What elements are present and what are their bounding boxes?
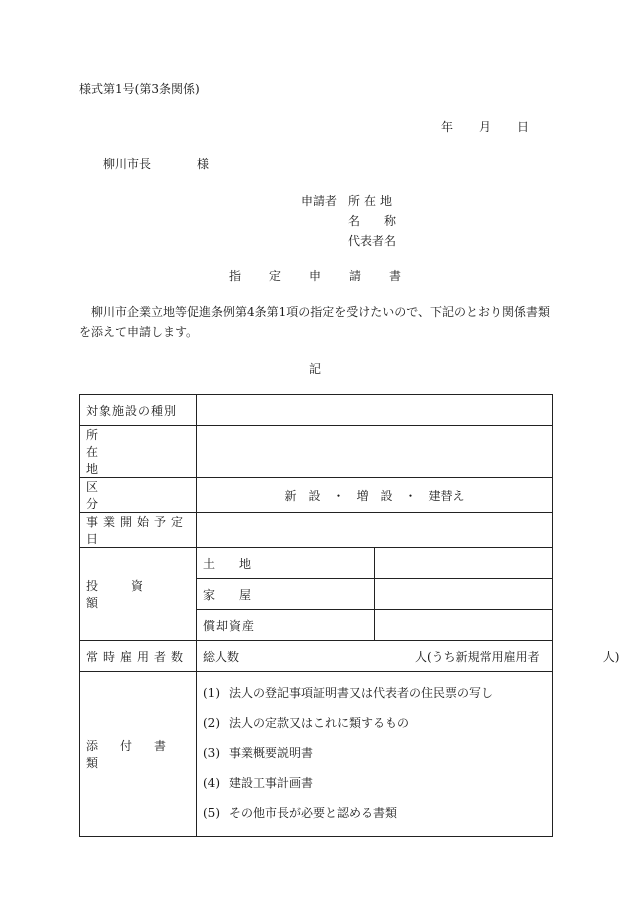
employees-unit: 人(うち新規常用雇用者 (415, 649, 540, 664)
employees-total-label: 総人数 (203, 649, 240, 664)
building-value[interactable] (375, 579, 553, 610)
investment-label: 投資額 (80, 548, 197, 641)
ki-heading: 記 (308, 362, 321, 376)
category-options[interactable]: 新 設 ・ 増 設 ・ 建替え (197, 478, 553, 513)
body-text: 柳川市企業立地等促進条例第4条第1項の指定を受けたいので、下記のとおり関係書類を添えて申請します。 (79, 305, 551, 339)
building-label: 家屋 (197, 579, 375, 610)
table-row (80, 641, 553, 672)
application-table (79, 394, 620, 837)
employees-close: 人) (602, 649, 620, 664)
applicant-name-label: 名 称 (348, 214, 397, 228)
list-item: (4) 建設工事計画書 (203, 776, 314, 790)
table-row (80, 478, 553, 513)
attachments-label: 添付書類 (80, 672, 197, 837)
table-row (80, 426, 553, 478)
land-value[interactable] (375, 548, 553, 579)
land-label: 土地 (197, 548, 375, 579)
list-item: (5) その他市長が必要と認める書類 (203, 806, 398, 820)
start-date-value[interactable] (197, 513, 553, 548)
applicant-address-label: 所在地 (348, 194, 397, 208)
depreciable-assets-value[interactable] (375, 610, 553, 641)
employees-label: 常時雇用者数 (80, 641, 197, 672)
date-year: 年 (441, 120, 454, 134)
employees-value[interactable] (197, 641, 620, 672)
addressee-honorific: 様 (197, 157, 210, 171)
table-row (80, 672, 553, 837)
applicant-label: 申請者 (301, 194, 338, 208)
addressee-name: 柳川市長 (103, 157, 152, 171)
applicant-representative-label: 代表者名 (348, 234, 397, 248)
addressee (103, 155, 209, 172)
facility-type-label: 対象施設の種別 (80, 395, 197, 426)
form-number: 様式第1号(第3条関係) (79, 82, 200, 96)
date-month: 月 (479, 120, 492, 134)
table-row (80, 548, 553, 579)
location-value[interactable] (197, 426, 553, 478)
table-row (80, 395, 553, 426)
table-row (80, 513, 553, 548)
date-line (441, 118, 529, 135)
facility-type-value[interactable] (197, 395, 553, 426)
date-day: 日 (517, 120, 530, 134)
document-title: 指定申請書 (228, 269, 429, 283)
list-item: (1) 法人の登記事項証明書又は代表者の住民票の写し (203, 686, 494, 700)
list-item: (3) 事業概要説明書 (203, 746, 314, 760)
list-item: (2) 法人の定款又はこれに類するもの (203, 716, 410, 730)
category-label: 区分 (80, 478, 197, 513)
attachments-list (197, 672, 553, 837)
start-date-label: 事業開始予定日 (80, 513, 197, 548)
depreciable-assets-label: 償却資産 (197, 610, 375, 641)
location-label: 所在地 (80, 426, 197, 478)
